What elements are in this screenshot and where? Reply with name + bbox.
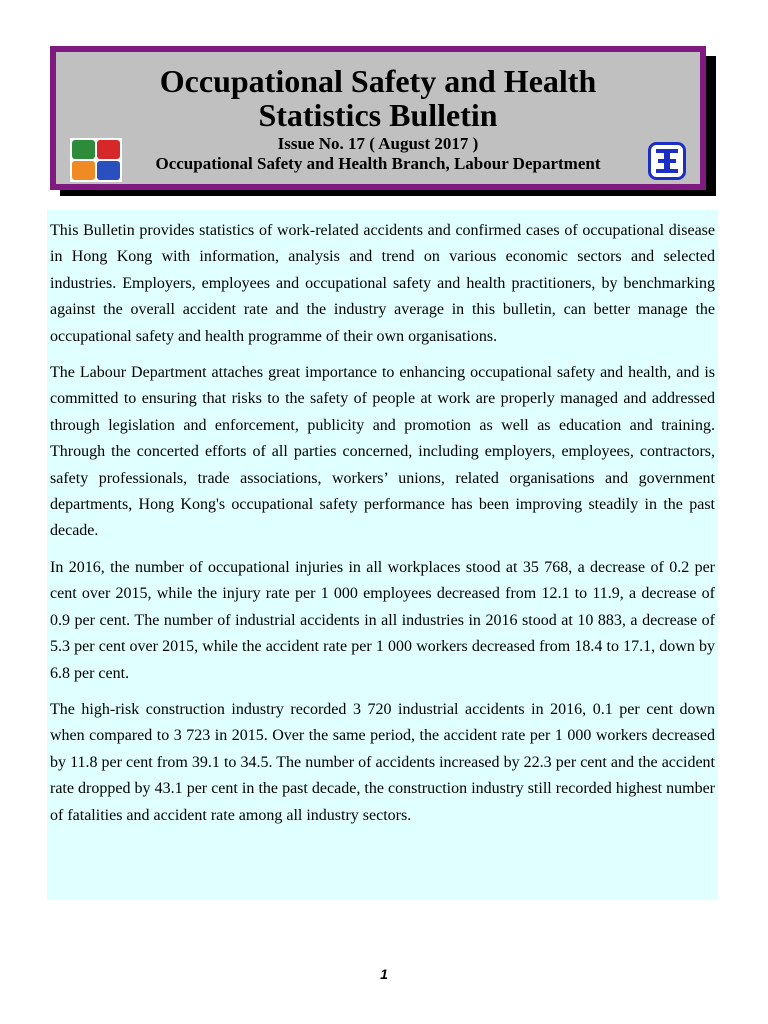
title-line-2: Statistics Bulletin	[258, 97, 498, 133]
bulletin-body	[47, 210, 718, 900]
title-line-1: Occupational Safety and Health	[159, 63, 597, 99]
issue-number: Issue No. 17 ( August 2017 )	[277, 134, 479, 153]
paragraph-construction-industry: The high-risk construction industry recorded 3 720 industrial accidents in 2016, 0.1 per cent down when compared to 3 723 in 2015. Over the same period, the accident rate per 1 000 workers decreased by 11.8 per cent from 39.1 to 34.5. The number of accidents increased by 22.3 per cent and the accident rate dropped by 43.1 per cent in the past decade, the construction industry still recorded highest number of fatalities and accident rate among all industry sectors.	[50, 700, 715, 824]
paragraph-2016-statistics: In 2016, the number of occupational injuries in all workplaces stood at 35 768, a decrease of 0.2 per cent over 2015, while the injury rate per 1 000 employees decreased from 12.1 to 11.9, a decrease of 0.9 per cent. The number of industrial accidents in all industries in 2016 stood at 10 883, a decrease of 5.3 per cent over 2015, while the accident rate per 1 000 workers decreased from 18.4 to 17.1, down by 6.8 per cent.	[50, 558, 715, 682]
paragraph-introduction: This Bulletin provides statistics of work-related accidents and confirmed cases of occupational disease in Hong Kong with information, analysis and trend on various economic sectors and selected industries. Employers, employees and occupational safety and health practitioners, by benchmarking against the overall accident rate and the industry average in this bulletin, can better manage the occupational safety and health programme of their own organisations.	[50, 222, 715, 345]
bulletin-banner	[50, 46, 706, 190]
bulletin-title	[56, 52, 700, 132]
branch-name: Occupational Safety and Health Branch, Labour Department	[155, 154, 601, 173]
oshc-logo-icon	[70, 138, 122, 182]
paragraph-labour-department: The Labour Department attaches great importance to enhancing occupational safety and health, and is committed to ensuring that risks to the safety of people at work are properly managed and addressed through legislation and enforcement, publicity and promotion as well as education and training. Through the concerted efforts of all parties concerned, including employers, employees, contractors, safety professionals, trade associations, workers’ unions, related organisations and government departments, Hong Kong's occupational safety performance has been improving steadily in the past decade.	[50, 364, 715, 540]
page-number: 1	[380, 966, 388, 982]
labour-department-logo-icon	[648, 142, 686, 180]
